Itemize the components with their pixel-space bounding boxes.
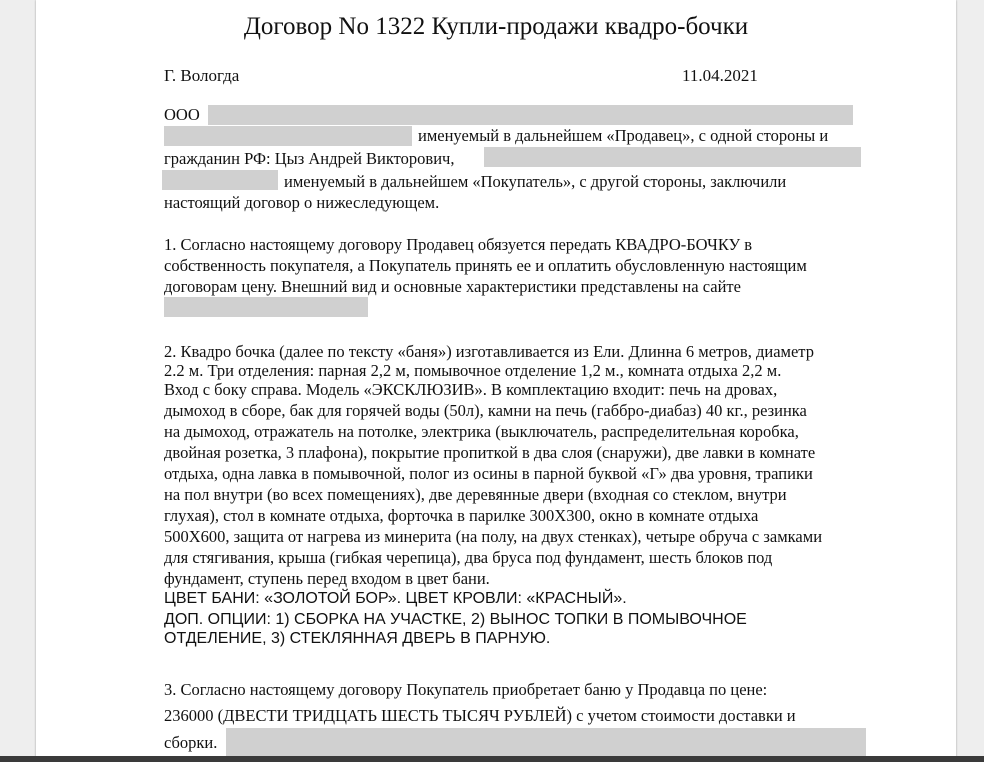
section2-line: фундамент, ступень перед входом в цвет бани. bbox=[164, 569, 490, 588]
section2-line: дымоход в сборе, бак для горячей воды (50л), камни на печь (габбро-диабаз) 40 кг., резинка bbox=[164, 401, 807, 420]
redacted-block bbox=[164, 126, 412, 146]
intro-line: именуемый в дальнейшем «Продавец», с одной стороны и bbox=[418, 126, 829, 145]
section3-line: 236000 (ДВЕСТИ ТРИДЦАТЬ ШЕСТЬ ТЫСЯЧ РУБЛЕЙ) с учетом стоимости доставки и bbox=[164, 706, 796, 725]
section2-line: 500Х600, защита от нагрева из минерита (на полу, на двух стенках), четыре обруча с замками bbox=[164, 527, 823, 546]
section3-line: 3. Согласно настоящему договору Покупатель приобретает баню у Продавца по цене: bbox=[164, 680, 768, 699]
intro-line: ООО bbox=[164, 105, 200, 124]
options-line: ДОП. ОПЦИИ: 1) СБОРКА НА УЧАСТКЕ, 2) ВЫНОС ТОПКИ В ПОМЫВОЧНОЕ bbox=[164, 611, 747, 628]
options-line: ЦВЕТ БАНИ: «ЗОЛОТОЙ БОР». ЦВЕТ КРОВЛИ: «КРАСНЫЙ». bbox=[164, 590, 627, 607]
section2-line: Вход с боку справа. Модель «ЭКСКЛЮЗИВ». В комплектацию входит: печь на дровах, bbox=[164, 380, 778, 399]
date: 11.04.2021 bbox=[682, 66, 758, 85]
options-line: ОТДЕЛЕНИЕ, 3) СТЕКЛЯННАЯ ДВЕРЬ В ПАРНУЮ. bbox=[164, 630, 551, 647]
document-page bbox=[36, 0, 956, 762]
section1-line: собственность покупателя, а Покупатель принять ее и оплатить обусловленную настоящим bbox=[164, 256, 807, 275]
intro-line: настоящий договор о нижеследующем. bbox=[164, 193, 440, 212]
section2-line: на дымоход, отражатель на потолке, электрика (выключатель, распределительная коробка, bbox=[164, 422, 799, 441]
redacted-block bbox=[164, 297, 368, 317]
section2-line: двойная розетка, 3 плафона), покрытие пропиткой в два слоя (снаружи), две лавки в комнате bbox=[164, 443, 816, 462]
city: Г. Вологда bbox=[164, 66, 240, 85]
redacted-block bbox=[162, 170, 278, 190]
intro-line: именуемый в дальнейшем «Покупатель», с другой стороны, заключили bbox=[284, 172, 787, 191]
redacted-block bbox=[226, 728, 866, 756]
section2-line: на пол внутри (во всех помещениях), две деревянные двери (входная со стеклом, внутри bbox=[164, 485, 787, 504]
section3-line: сборки. bbox=[164, 733, 218, 752]
section2-line: для стягивания, крыша (гибкая черепица), два бруса под фундамент, шесть блоков под bbox=[164, 548, 773, 567]
section2-line: 2. Квадро бочка (далее по тексту «баня») изготавливается из Ели. Длинна 6 метров, диаметр bbox=[164, 342, 814, 361]
document-title: Договор No 1322 Купли-продажи квадро-бочки bbox=[243, 13, 749, 40]
redacted-block bbox=[208, 105, 853, 125]
section1-line: 1. Согласно настоящему договору Продавец обязуется передать КВАДРО-БОЧКУ в bbox=[164, 235, 753, 254]
section2-line: отдыха, одна лавка в помывочной, полог из осины в парной буквой «Г» два уровня, трапики bbox=[164, 464, 813, 483]
redacted-block bbox=[484, 147, 861, 167]
bottom-bar bbox=[0, 756, 984, 762]
intro-line: гражданин РФ: Цыз Андрей Викторович, bbox=[164, 149, 455, 168]
section1-line: договорам цену. Внешний вид и основные характеристики представлены на сайте bbox=[164, 277, 741, 296]
section2-line: глухая), стол в комнате отдыха, форточка в парилке 300Х300, окно в комнате отдыха bbox=[164, 506, 759, 525]
section2-line: 2.2 м. Три отделения: парная 2,2 м, помывочное отделение 1,2 м., комната отдыха 2,2 м. bbox=[164, 361, 782, 380]
